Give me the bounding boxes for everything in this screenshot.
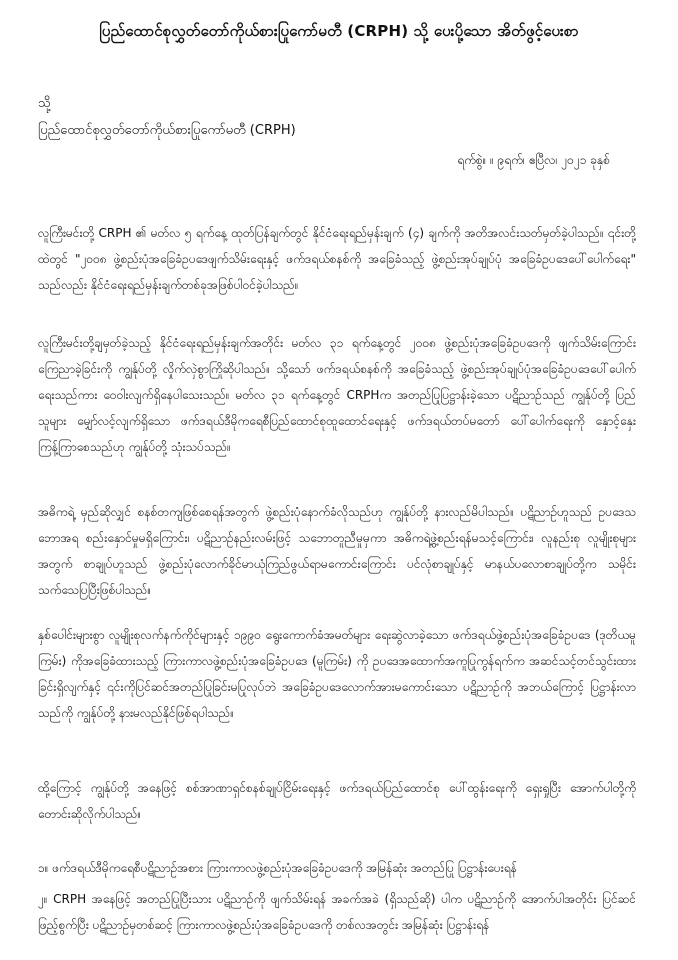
body-paragraph: နှစ်ပေါင်းများစွာ လူမျိုးစုလက်နက်ကိုင်များနှင့် ၁၉၉၀ ရွေးကောက်ခံအမတ်များ ရေးဆွဲလာခဲ့သော ဖက်ဒရယ်ဖွဲ့စည်းပုံအခြေခံဥပဒေ (ဒုတိယမူကြမ်း) ကိုအခြေခံထားသည့် ကြားကာလဖွဲ့စည်းပုံအခြေခံဥပဒေ (မူကြမ်း) ကို ဥပဒေအထောက်အကူပြုကွန်ရက်က အဆင်သင့်တင်သွင်းထားခြင်းရှိလျက်နှင့် ၎င်းကိုပြင်ဆင်အတည်ပြုခြင်းမပြုလုပ်ဘဲ အခြေခံဥပဒေလောက်အားမကောင်းသော ပဋိညာဉ်ကို အဘယ်ကြောင့် ပြဋ္ဌာန်းလာသည်ကို ကျွန်ုပ်တို့ နားမလည်နိုင်ဖြစ်ရပါသည်။ — [38, 628, 636, 720]
letter-title: ပြည်ထောင်စုလွှတ်တော်ကိုယ်စားပြုကော်မတီ (CRPH) သို့ ပေးပို့သော အိတ်ဖွင့်ပေးစာ — [99, 22, 579, 40]
request-item: ၁။ ဖက်ဒရယ်ဒီမိုကရေစီပဋိညာဉ်အစား ကြားကာလဖွဲ့စည်းပုံအခြေခံဥပဒေကို အမြန်ဆုံး အတည်ပြု ပြဋ္ဌာန်းပေးရန် — [38, 861, 517, 875]
body-paragraph: လူကြီးမင်းတို့ချမှတ်ခဲ့သည့် နိုင်ငံရေးရည်မှန်းချက်အတိုင်း မတ်လ ၃၁ ရက်နေ့တွင် ၂၀၀၈ ဖွဲ့စည်းပုံအခြေခံဥပဒေကို ဖျက်သိမ်းကြောင်းကြေညာခဲ့ခြင်းကို ကျွန်ုပ်တို့ လှိုက်လှဲစွာကြိုဆိုပါသည်။ သို့သော် ဖက်ဒရယ်စနစ်ကို အခြေခံသည့် ဖွဲ့စည်းအုပ်ချုပ်ပုံအခြေခံဥပဒေပေါ်ပေါက်ရေးသည်ကား ဝေဝါးလျက်ရှိနေပါသေးသည်။ မတ်လ ၃၁ ရက်နေ့တွင် CRPHက အတည်ပြုပြဋ္ဌာန်းခဲ့သော ပဋိညာဉ်သည် ကျွန်ုပ်တို့ ပြည်သူများ မျှော်လင့်လျက်ရှိသော ဖက်ဒရယ်ဒီမိုကရေစီပြည်ထောင်စုထူထောင်ရေးနှင့် ဖက်ဒရယ်တပ်မတော် ပေါ်ပေါက်ရေးကို နှောင့်နှေးကြန့်ကြာစေသည်ဟု ကျွန်ုပ်တို့ သုံးသပ်သည်။ — [38, 336, 636, 454]
recipient-name: ပြည်ထောင်စုလွှတ်တော်ကိုယ်စားပြုကော်မတီ (CRPH) — [38, 123, 296, 138]
letter-date: ရက်စွဲ။ ။ ၉ရက်၊ ဧပြီလ၊ ၂၀၂၁ ခုနှစ် — [457, 153, 610, 167]
addressee-label: သို့ — [38, 96, 51, 111]
body-paragraph: အဓိကရဲ့ မှည်ဆိုလျှင် စနစ်တကျဖြစ်စေရန်အတွက် ဖွဲ့စည်းပုံနောက်ခံလိုသည်ဟု ကျွန်ုပ်တို့ နားလည်မိပါသည်။ ပဋိညာဉ်ဟူသည် ဥပဒေသဘောအရ စည်းနှောင်မှုမရှိကြောင်း၊ ပဋိညာဉ်နည်းလမ်းဖြင့် သဘောတူညီမှုမှကာ အဓိကရဲ့ဖွဲ့စည်းရန်မသင့်ကြောင်း၊ လူနည်းစု လူမျိုးစုများအတွက် စာချုပ်ဟူသည် ဖွဲ့စည်းပုံလောက်ခိုင်မာယုံကြည်ဖွယ်ရာမကောင်းကြောင်း ပင်လုံစာချုပ်နှင့် မာနယ်ပလောစာချုပ်တို့က သမိုင်းသက်သေပြပြီးဖြစ်ပါသည်။ — [38, 505, 636, 597]
body-paragraph: လူကြီးမင်းတို့ CRPH ၏ မတ်လ ၅ ရက်နေ့ ထုတ်ပြန်ချက်တွင် နိုင်ငံရေးရည်မှန်းချက် (၄) ချက်ကို အတိအလင်းသတ်မှတ်ခဲ့ပါသည်။ ၎င်းတို့ထဲတွင် "၂၀၀၈ ဖွဲ့စည်းပုံအခြေခံဥပဒေဖျက်သိမ်းရေးနှင့် ဖက်ဒရယ်စနစ်ကို အခြေခံသည့် ဖွဲ့စည်းအုပ်ချုပ်ပုံ အခြေခံဥပဒေပေါ်ပေါက်ရေး" သည်လည်း နိုင်ငံရေးရည်မှန်းချက်တစ်ခုအဖြစ်ပါဝင်ခဲ့ပါသည်။ — [38, 226, 636, 292]
body-paragraph: ထို့ကြောင့် ကျွန်ုပ်တို့ အနေဖြင့် စစ်အာဏာရှင်စနစ်ချုပ်ငြိမ်းရေးနှင့် ဖက်ဒရယ်ပြည်ထောင်စု ပေါ်ထွန်းရေးကို ရှေးရှုပြီး အောက်ပါတို့ကို တောင်းဆိုလိုက်ပါသည်။ — [38, 781, 636, 821]
request-item: ၂။ CRPH အနေဖြင့် အတည်ပြုပြီးသား ပဋိညာဉ်ကို ဖျက်သိမ်းရန် အခက်အခဲ (ရှိသည်ဆို) ပါက ပဋိညာဉ်ကို အောက်ပါအတိုင်း ပြင်ဆင်ဖြည့်စွက်ပြီး ပဋိညာဉ်မှတစ်ဆင့် ကြားကာလဖွဲ့စည်းပုံအခြေခံဥပဒေကို တစ်လအတွင်း အမြန်ဆုံး ပြဋ္ဌာန်းရန် — [38, 892, 636, 932]
